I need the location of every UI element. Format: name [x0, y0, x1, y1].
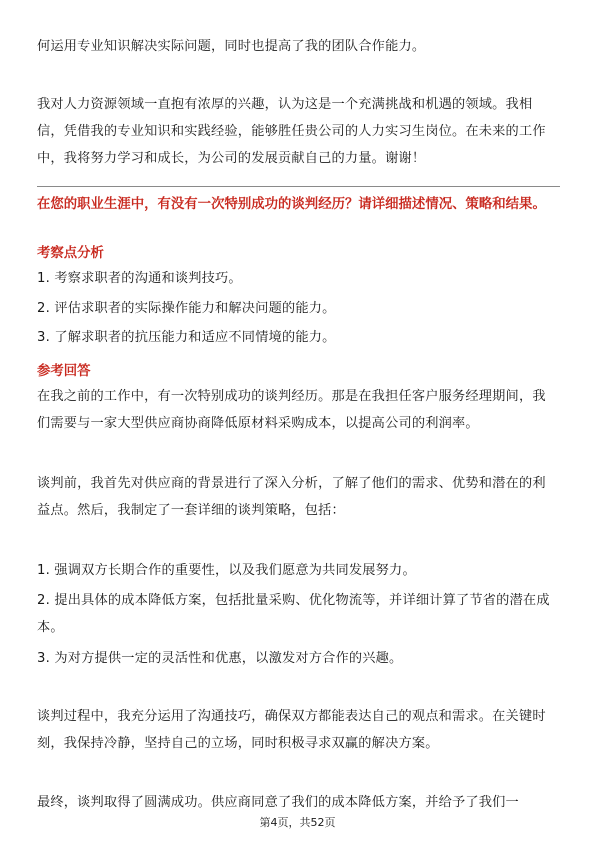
answer-paragraph: 谈判过程中，我充分运用了沟通技巧，确保双方都能表达自己的观点和需求。在关键时刻，我保持冷静，坚持自己的立场，同时积极寻求双赢的解决方案。 — [37, 709, 546, 751]
page-number: 第4页，共52页 — [259, 816, 336, 829]
analysis-item: 1. 考察求职者的沟通和谈判技巧。 — [37, 271, 242, 286]
strategy-item: 2. 提出具体的成本降低方案，包括批量采购、优化物流等，并详细计算了节省的潜在成本。 — [37, 593, 550, 635]
intro-paragraph: 我对人力资源领域一直抱有浓厚的兴趣，认为这是一个充满挑战和机遇的领域。我相信，凭借我的专业知识和实践经验，能够胜任贵公司的人力实习生岗位。在未来的工作中，我将努力学习和成长，为公司的发展贡献自己的力量。谢谢！ — [37, 97, 546, 166]
answer-paragraph: 谈判前，我首先对供应商的背景进行了深入分析，了解了他们的需求、优势和潜在的利益点。然后，我制定了一套详细的谈判策略，包括： — [37, 476, 546, 518]
intro-line: 何运用专业知识解决实际问题，同时也提高了我的团队合作能力。 — [37, 39, 426, 54]
answer-heading: 参考回答 — [37, 364, 91, 379]
analysis-item: 3. 了解求职者的抗压能力和适应不同情境的能力。 — [37, 330, 336, 345]
section-divider — [37, 186, 560, 187]
answer-paragraph: 最终，谈判取得了圆满成功。供应商同意了我们的成本降低方案，并给予了我们一 — [37, 795, 519, 810]
answer-paragraph: 在我之前的工作中，有一次特别成功的谈判经历。那是在我担任客户服务经理期间，我们需要与一家大型供应商协商降低原材料采购成本，以提高公司的利润率。 — [37, 389, 546, 431]
analysis-heading: 考察点分析 — [37, 246, 104, 261]
interview-question: 在您的职业生涯中，有没有一次特别成功的谈判经历？请详细描述情况、策略和结果。 — [37, 197, 546, 212]
strategy-item: 1. 强调双方长期合作的重要性，以及我们愿意为共同发展努力。 — [37, 563, 416, 578]
strategy-item: 3. 为对方提供一定的灵活性和优惠，以激发对方合作的兴趣。 — [37, 651, 403, 666]
analysis-item: 2. 评估求职者的实际操作能力和解决问题的能力。 — [37, 301, 336, 316]
